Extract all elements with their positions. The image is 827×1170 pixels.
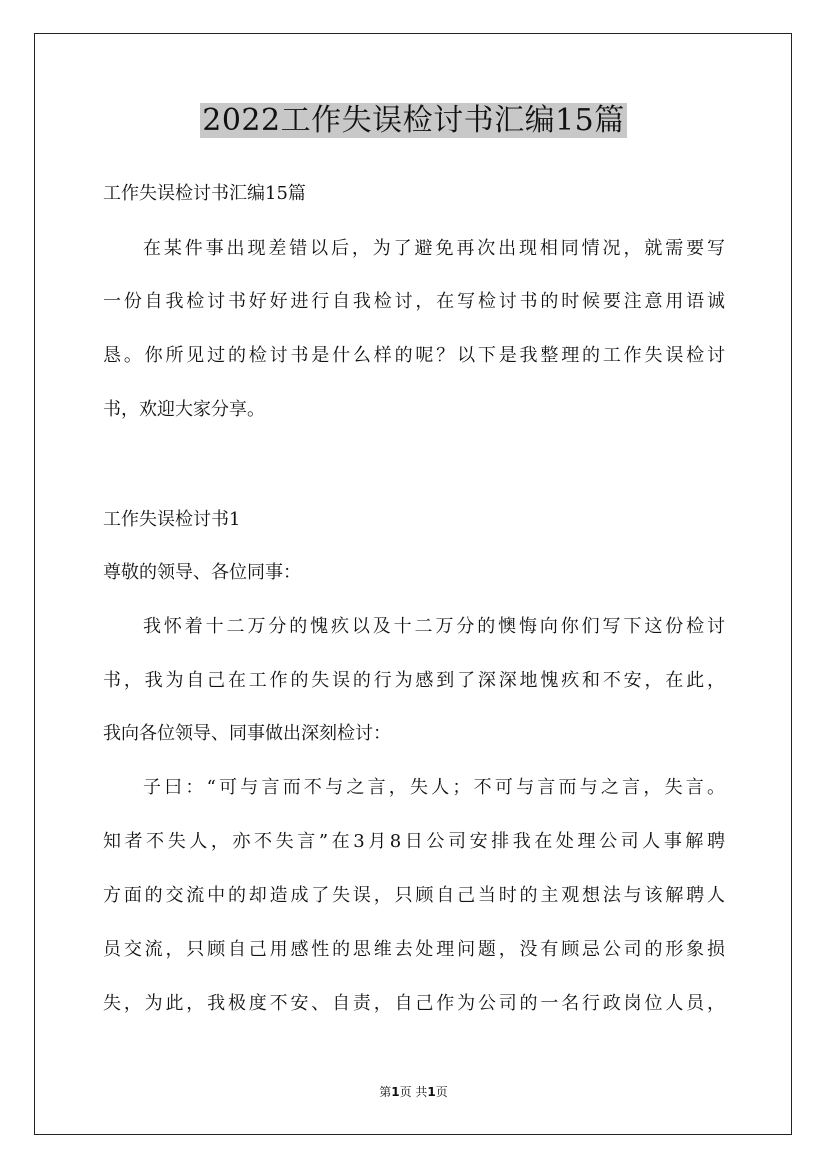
total-page-number: 1 <box>427 1085 436 1099</box>
body-line-7: 员交流，只顾自己用感性的思维去处理问题，没有顾忌公司的形象损 <box>103 939 725 960</box>
body-line-4: 子曰：“可与言而不与之言，失人；不可与言而与之言，失言。 <box>143 777 725 798</box>
current-page-number: 1 <box>391 1085 400 1099</box>
subtitle-line: 工作失误检讨书汇编15篇 <box>103 183 306 204</box>
intro-line-2: 一份自我检讨书好好进行自我检讨，在写检讨书的时候要注意用语诚 <box>103 291 725 312</box>
body-line-1: 我怀着十二万分的愧疚以及十二万分的懊悔向你们写下这份检讨 <box>143 616 725 637</box>
intro-line-1: 在某件事出现差错以后，为了避免再次出现相同情况，就需要写 <box>143 238 725 259</box>
intro-line-4: 书，欢迎大家分享。 <box>103 399 265 420</box>
section-heading-1: 工作失误检讨书1 <box>103 509 241 530</box>
body-line-2: 书，我为自己在工作的失误的行为感到了深深地愧疚和不安，在此， <box>103 670 725 691</box>
salutation-line: 尊敬的领导、各位同事： <box>103 562 301 583</box>
body-line-6: 方面的交流中的却造成了失误，只顾自己当时的主观想法与该解聘人 <box>103 885 725 906</box>
body-line-3: 我向各位领导、同事做出深刻检讨： <box>103 723 391 744</box>
body-line-5: 知者不失人，亦不失言”在3月8日公司安排我在处理公司人事解聘 <box>103 831 725 852</box>
body-line-8: 失，为此，我极度不安、自责，自己作为公司的一名行政岗位人员， <box>103 993 725 1014</box>
document-title: 2022工作失误检讨书汇编15篇 <box>202 103 625 138</box>
page-footer: 第1页 共1页 <box>379 1085 448 1099</box>
intro-line-3: 恳。你所见过的检讨书是什么样的呢？以下是我整理的工作失误检讨 <box>103 345 725 366</box>
